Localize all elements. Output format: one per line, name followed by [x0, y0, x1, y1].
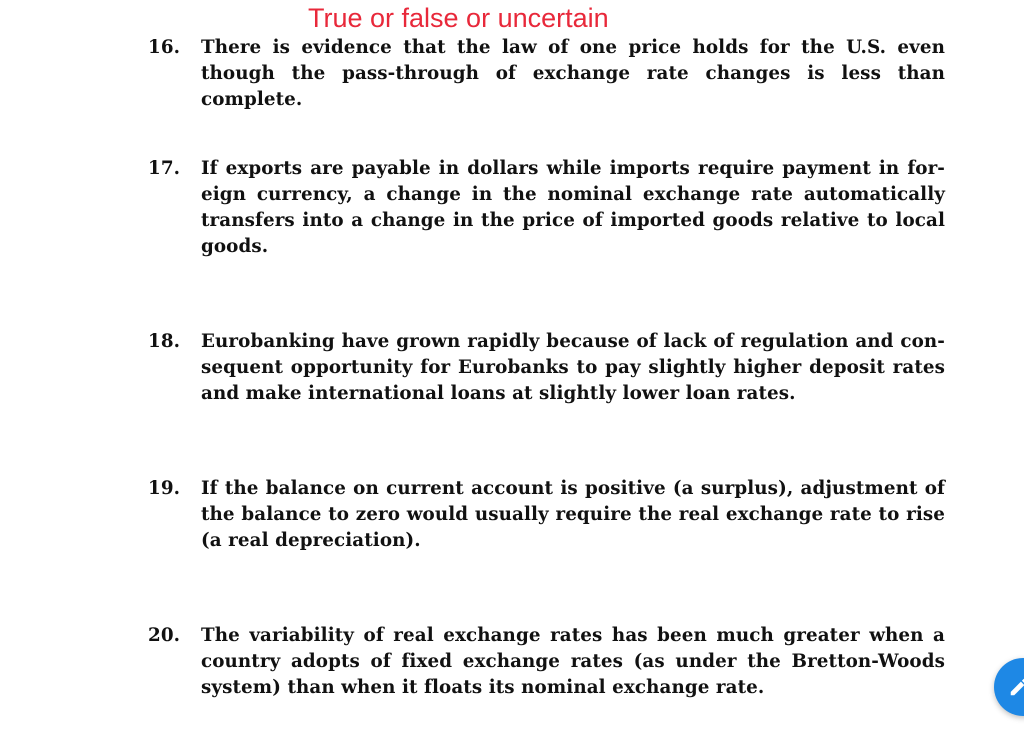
question-item	[148, 35, 945, 113]
question-text: There is evidence that the law of one price holds for the U.S. even though the pass-through of exchange rate changes is less than complete.	[201, 37, 945, 110]
edit-button[interactable]	[994, 658, 1024, 716]
question-text: If exports are payable in dollars while imports require payment in for-eign currency, a change in the nominal exchange rate automatically transfers into a change in the price of imported goods relative to local goods.	[201, 158, 945, 257]
question-number: 19.	[148, 478, 181, 499]
question-text: Eurobanking have grown rapidly because of lack of regulation and con-sequent opportunity for Eurobanks to pay slightly higher deposit rates and make international loans at slightly lower loan rates.	[201, 331, 945, 404]
question-text: The variability of real exchange rates has been much greater when a country adopts of fixed exchange rates (as under the Bretton-Woods system) than when it floats its nominal exchange rate.	[201, 625, 945, 698]
pencil-icon	[1008, 676, 1024, 698]
question-item	[148, 623, 945, 701]
question-number: 16.	[148, 37, 181, 58]
question-number: 20.	[148, 625, 181, 646]
question-number: 18.	[148, 331, 181, 352]
question-text: If the balance on current account is positive (a surplus), adjustment of the balance to zero would usually require the real exchange rate to rise (a real depreciation).	[201, 478, 945, 551]
question-item	[148, 476, 945, 554]
handwritten-annotation: True or false or uncertain	[308, 3, 609, 33]
question-item	[148, 156, 945, 260]
question-number: 17.	[148, 158, 181, 179]
question-item	[148, 329, 945, 407]
